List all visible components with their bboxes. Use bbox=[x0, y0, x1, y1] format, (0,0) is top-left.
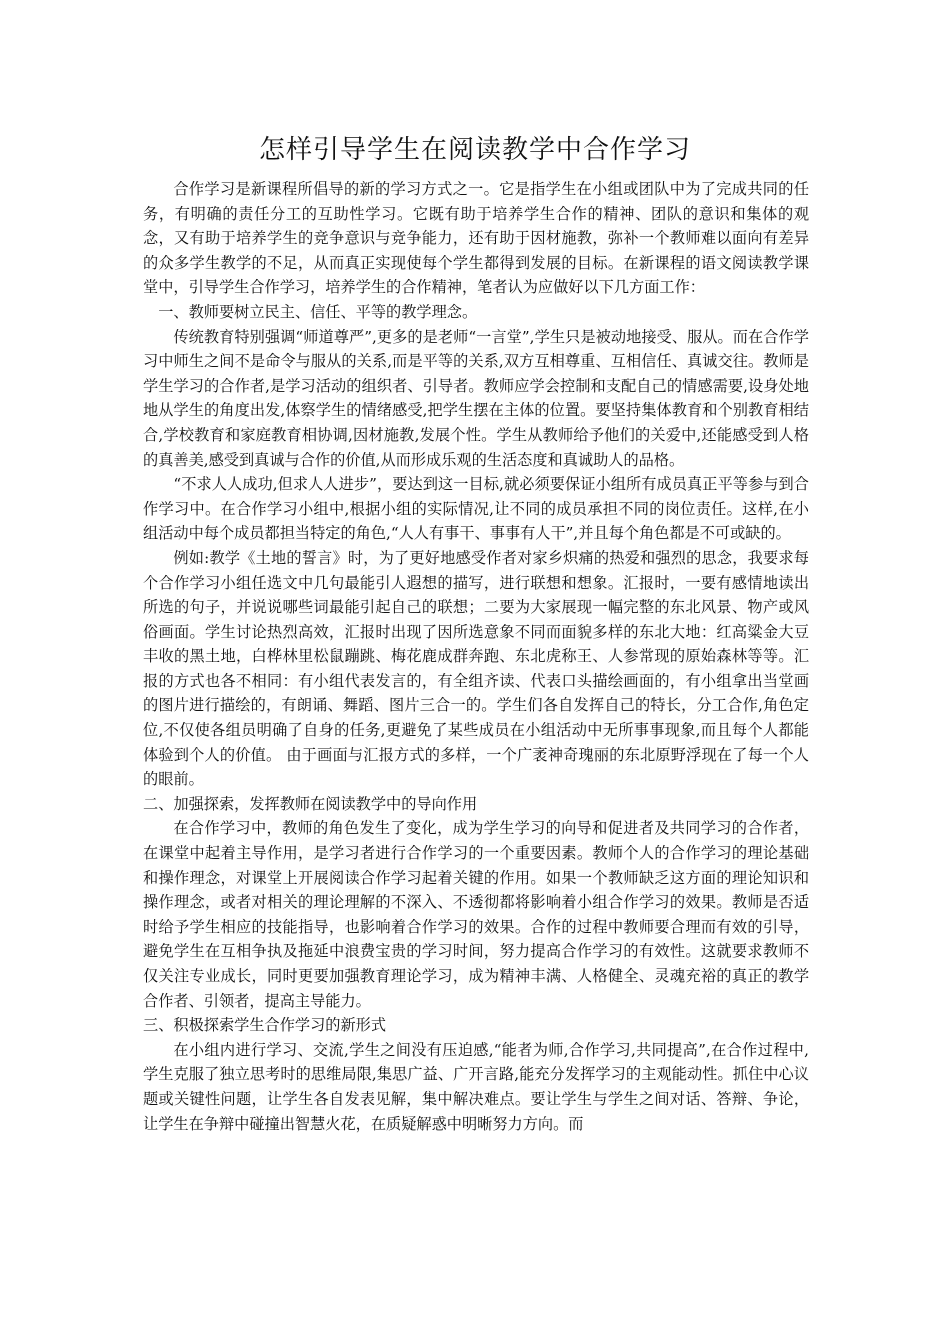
body-paragraph: 在合作学习中，教师的角色发生了变化，成为学生学习的向导和促进者及共同学习的合作者，在课堂中起着主导作用，是学习者进行合作学习的一个重要因素。教师个人的合作学习的理论基础和操作理念，对课堂上开展阅读合作学习起着关键的作用。如果一个教师缺乏这方面的理论知识和操作理念，或者对相关的理论理解的不深入、不透彻都将影响着小组合作学习的效果。教师是否适时给予学生相应的技能指导，也影响着合作学习的效果。合作的过程中教师要合理而有效的引导，避免学生在互相争执及拖延中浪费宝贵的学习时间，努力提高合作学习的有效性。这就要求教师不仅关注专业成长，同时更要加强教育理论学习，成为精神丰满、人格健全、灵魂充裕的真正的教学合作者、引领者，提高主导能力。 bbox=[143, 819, 809, 1010]
example-paragraph: 例如:教学《土地的誓言》时，为了更好地感受作者对家乡炽痛的热爱和强烈的思念，我要求每个合作学习小组任选文中几句最能引人遐想的描写，进行联想和想象。汇报时，一要有感情地读出所选的句子，并说说哪些词最能引起自己的联想；二要为大家展现一幅完整的东北风景、物产或风俗画面。学生讨论热烈高效，汇报时出现了因所选意象不同而面貌多样的东北大地：红高粱金大豆丰收的黑土地，白桦林里松鼠蹦跳、梅花鹿成群奔跑、东北虎称王、人参常现的原始森林等等。汇报的方式也各不相同：有小组代表发言的，有全组齐读、代表口头描绘画面的，有小组拿出当堂画的图片进行描绘的，有朗诵、舞蹈、图片三合一的。学生们各自发挥自己的特长，分工合作,角色定位,不仅使各组员明确了自身的任务,更避免了某些成员在小组活动中无所事事现象,而且每个人都能体验到个人的价值。 由于画面与汇报方式的多样，一个广袤神奇瑰丽的东北原野浮现在了每一个人的眼前。 bbox=[143, 548, 809, 789]
intro-paragraph: 合作学习是新课程所倡导的新的学习方式之一。它是指学生在小组或团队中为了完成共同的任务，有明确的责任分工的互助性学习。它既有助于培养学生合作的精神、团队的意识和集体的观念，又有助于培养学生的竞争意识与竞争能力，还有助于因材施教，弥补一个教师难以面向有差异的众多学生教学的不足，从而真正实现使每个学生都得到发展的目标。在新课程的语文阅读教学课堂中，引导学生合作学习，培养学生的合作精神，笔者认为应做好以下几方面工作： bbox=[143, 180, 809, 297]
document-title: 怎样引导学生在阅读教学中合作学习 bbox=[258, 135, 691, 165]
document-body bbox=[143, 177, 809, 1136]
body-paragraph: 在小组内进行学习、交流,学生之间没有压迫感,“能者为师,合作学习,共同提高”,在合作过程中,学生克服了独立思考时的思维局限,集思广益、广开言路,能充分发挥学习的主观能动性。抓住中心议题或关键性问题，让学生各自发表见解，集中解决难点。要让学生与学生之间对话、答辩、争论，让学生在争辩中碰撞出智慧火花，在质疑解惑中明晰努力方向。而 bbox=[143, 1040, 809, 1133]
body-paragraph: 传统教育特别强调“师道尊严”,更多的是老师“一言堂”,学生只是被动地接受、服从。而在合作学习中师生之间不是命令与服从的关系,而是平等的关系,双方互相尊重、互相信任、真诚交往。教师是学生学习的合作者,是学习活动的组织者、引导者。教师应学会控制和支配自己的情感需要,设身处地地从学生的角度出发,体察学生的情绪感受,把学生摆在主体的位置。要坚持集体教育和个别教育相结合,学校教育和家庭教育相协调,因材施教,发展个性。学生从教师给予他们的关爱中,还能感受到人格的真善美,感受到真诚与合作的价值,从而形成乐观的生活态度和真诚助人的品格。 bbox=[143, 327, 809, 469]
section-heading-3: 三、积极探索学生合作学习的新形式 bbox=[143, 1016, 386, 1035]
section-heading-2: 二、加强探索，发挥教师在阅读教学中的导向作用 bbox=[143, 794, 478, 813]
body-paragraph: “不求人人成功,但求人人进步”，要达到这一目标,就必须要保证小组所有成员真正平等参与到合作学习中。在合作学习小组中,根据小组的实际情况,让不同的成员承担不同的岗位责任。这样,在小组活动中每个成员都担当特定的角色,“人人有事干、事事有人干”,并且每个角色都是不可或缺的。 bbox=[143, 475, 809, 543]
section-heading-1: 一、教师要树立民主、信任、平等的教学理念。 bbox=[158, 302, 478, 321]
